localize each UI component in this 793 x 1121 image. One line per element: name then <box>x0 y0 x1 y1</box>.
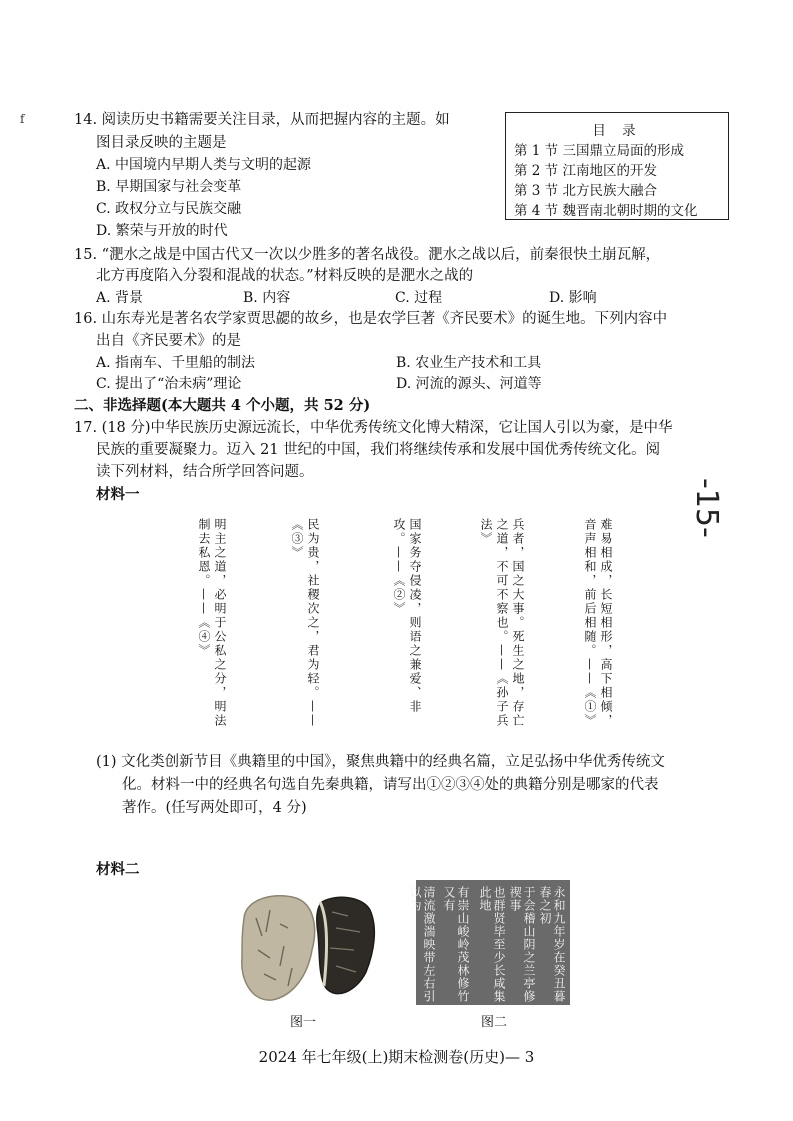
calligraphy-column: 清流激湍映带左右引以为 <box>408 886 436 1003</box>
q15-option-d: D. 影响 <box>549 290 597 306</box>
table-of-contents-box <box>505 112 729 220</box>
q16-option-d: D. 河流的源头、河道等 <box>396 376 542 392</box>
q17-intro-line1: 17. (18 分)中华民族历史源远流长，中华优秀传统文化博大精深，它让国人引以为豪，是中华 <box>74 420 673 436</box>
classic-quote: 难易相成，长短相形，高下相倾，音声相和，前后相随。——《①》 <box>583 518 613 728</box>
oracle-bone-image <box>236 888 384 1006</box>
material-two-label: 材料二 <box>96 861 140 878</box>
q17-sub1-line3: 著作。(任写两处即可，4 分) <box>122 800 307 816</box>
q14-option-c: C. 政权分立与民族交融 <box>96 201 242 217</box>
toc-row: 第 4 节 魏晋南北朝时期的文化 <box>514 203 698 219</box>
handwritten-note: -15- <box>689 478 724 538</box>
material-one-label: 材料一 <box>96 486 140 503</box>
q16-option-a: A. 指南车、千里船的制法 <box>96 355 256 371</box>
q14-option-b: B. 早期国家与社会变革 <box>96 179 242 195</box>
q14-option-a: A. 中国境内早期人类与文明的起源 <box>96 157 312 173</box>
calligraphy-column: 也群贤毕至少长咸集此地 <box>478 886 506 1003</box>
figure-one-caption: 图一 <box>290 1015 317 1030</box>
q14-stem-line1: 14. 阅读历史书籍需要关注目录，从而把握内容的主题。如 <box>74 112 450 128</box>
toc-row: 第 2 节 江南地区的开发 <box>514 163 657 179</box>
q16-option-b: B. 农业生产技术和工具 <box>396 355 542 371</box>
q15-stem-line1: 15. “淝水之战是中国古代又一次以少胜多的著名战役。淝水之战以后，前秦很快土崩瓦解， <box>74 247 661 263</box>
q15-stem-line2: 北方再度陷入分裂和混战的状态。”材料反映的是淝水之战的 <box>96 268 474 284</box>
q15-option-c: C. 过程 <box>395 290 443 306</box>
q16-stem-line2: 出自《齐民要术》的是 <box>96 333 241 349</box>
q14-option-d: D. 繁荣与开放的时代 <box>96 223 228 239</box>
q14-stem-line2: 图目录反映的主题是 <box>96 135 227 151</box>
toc-row: 第 1 节 三国鼎立局面的形成 <box>514 143 684 159</box>
q17-sub1-line2: 化。材料一中的经典名句选自先秦典籍，请写出①②③④处的典籍分别是哪家的代表 <box>122 777 659 793</box>
q17-sub1-line1: (1) 文化类创新节目《典籍里的中国》，聚焦典籍中的经典名篇，立足弘扬中华优秀传统文 <box>96 754 665 770</box>
q17-intro-line2: 民族的重要凝聚力。迈入 21 世纪的中国，我们将继续传承和发展中国优秀传统文化。阅 <box>96 442 661 458</box>
calligraphy-column: 永和九年岁在癸丑暮春之初 <box>538 886 566 1003</box>
q16-stem-line1: 16. 山东寿光是著名农学家贾思勰的故乡，也是农学巨著《齐民要术》的诞生地。下列内容中 <box>74 311 668 327</box>
calligraphy-image <box>408 880 570 1005</box>
classic-quote: 国家务夺侵凌，则语之兼爱、非攻。——《②》 <box>392 518 422 714</box>
classic-quote: 民为贵，社稷次之，君为轻。——《③》 <box>290 518 320 728</box>
figure-two-caption: 图二 <box>481 1015 508 1030</box>
toc-title: 目 录 <box>592 123 642 139</box>
classic-quote: 兵者，国之大事。死生之地，存亡之道，不可不察也。——《孙子兵法》 <box>479 518 525 728</box>
margin-mark: f <box>20 112 25 126</box>
classic-quote: 明主之道，必明于公私之分，明法制去私恩。——《④》 <box>197 518 227 728</box>
q17-intro-line3: 读下列材料，结合所学回答问题。 <box>96 464 314 480</box>
q15-option-b: B. 内容 <box>243 290 291 306</box>
q15-option-a: A. 背景 <box>96 290 144 306</box>
section-heading: 二、非选择题(本大题共 4 个小题，共 52 分) <box>74 397 371 414</box>
toc-row: 第 3 节 北方民族大融合 <box>514 183 657 199</box>
calligraphy-column: 于会稽山阴之兰亭修禊事 <box>508 886 536 1003</box>
page-footer: 2024 年七年级(上)期末检测卷(历史)— 3 <box>258 1048 535 1066</box>
q16-option-c: C. 提出了“治未病”理论 <box>96 376 242 392</box>
calligraphy-column: 有崇山峻岭茂林修竹又有 <box>442 886 470 1003</box>
